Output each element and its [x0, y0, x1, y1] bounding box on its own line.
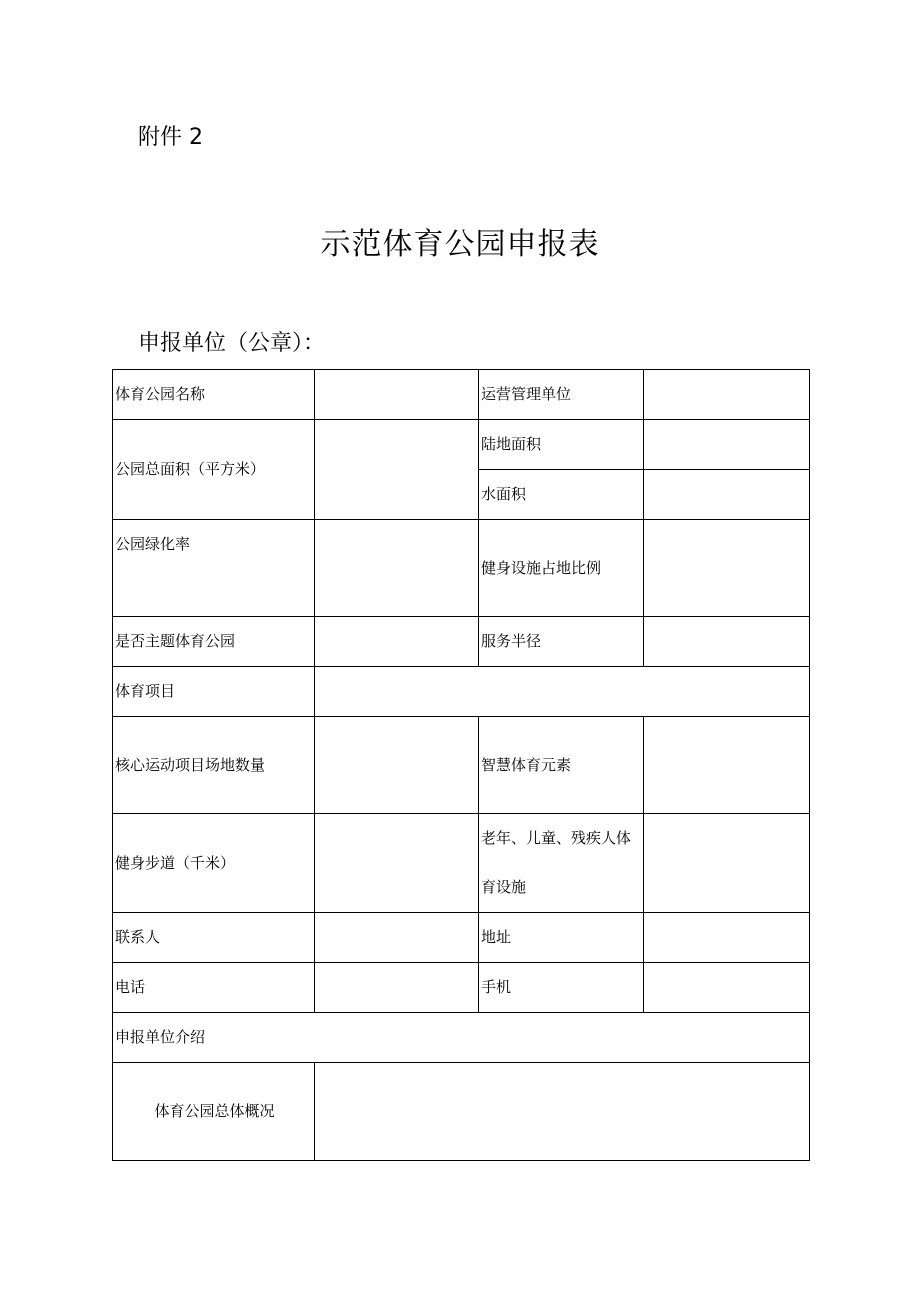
table-row	[113, 913, 810, 963]
park-overview-value[interactable]	[315, 1063, 810, 1161]
water-area-label: 水面积	[479, 470, 644, 520]
land-area-label: 陆地面积	[479, 420, 644, 470]
smart-sports-label: 智慧体育元素	[479, 717, 644, 814]
fitness-ratio-label: 健身设施占地比例	[479, 520, 644, 617]
table-row	[113, 1013, 810, 1063]
theme-park-label: 是否主题体育公园	[113, 617, 315, 667]
land-area-value[interactable]	[644, 420, 810, 470]
phone-label: 电话	[113, 963, 315, 1013]
contact-person-value[interactable]	[315, 913, 479, 963]
contact-person-label: 联系人	[113, 913, 315, 963]
applicant-unit-label: 申报单位（公章）：	[138, 331, 326, 356]
sports-items-value[interactable]	[315, 667, 810, 717]
table-row	[113, 420, 810, 470]
mobile-label: 手机	[479, 963, 644, 1013]
park-name-value[interactable]	[315, 370, 479, 420]
table-row	[113, 617, 810, 667]
document-title: 示范体育公园申报表	[320, 227, 600, 262]
fitness-trail-label: 健身步道（千米）	[113, 814, 315, 913]
table-row	[113, 1063, 810, 1161]
operator-label: 运营管理单位	[479, 370, 644, 420]
water-area-value[interactable]	[644, 470, 810, 520]
theme-park-value[interactable]	[315, 617, 479, 667]
table-row	[113, 717, 810, 814]
table-row	[113, 963, 810, 1013]
service-radius-value[interactable]	[644, 617, 810, 667]
total-area-value[interactable]	[315, 420, 479, 520]
special-facilities-label: 老年、儿童、残疾人体育设施	[479, 814, 644, 913]
smart-sports-value[interactable]	[644, 717, 810, 814]
table-row	[113, 520, 810, 617]
phone-value[interactable]	[315, 963, 479, 1013]
park-overview-label: 体育公园总体概况	[113, 1063, 315, 1161]
core-venues-label: 核心运动项目场地数量	[113, 717, 315, 814]
greening-rate-label: 公园绿化率	[113, 520, 315, 617]
attachment-label: 附件 2	[138, 125, 203, 150]
unit-intro-label: 申报单位介绍	[113, 1013, 810, 1063]
fitness-ratio-value[interactable]	[644, 520, 810, 617]
operator-value[interactable]	[644, 370, 810, 420]
address-value[interactable]	[644, 913, 810, 963]
total-area-label: 公园总面积（平方米）	[113, 420, 315, 520]
park-name-label: 体育公园名称	[113, 370, 315, 420]
core-venues-value[interactable]	[315, 717, 479, 814]
mobile-value[interactable]	[644, 963, 810, 1013]
fitness-trail-value[interactable]	[315, 814, 479, 913]
table-row	[113, 814, 810, 913]
address-label: 地址	[479, 913, 644, 963]
service-radius-label: 服务半径	[479, 617, 644, 667]
special-facilities-value[interactable]	[644, 814, 810, 913]
table-row	[113, 370, 810, 420]
greening-rate-value[interactable]	[315, 520, 479, 617]
application-form-table	[112, 369, 810, 1161]
sports-items-label: 体育项目	[113, 667, 315, 717]
table-row	[113, 667, 810, 717]
